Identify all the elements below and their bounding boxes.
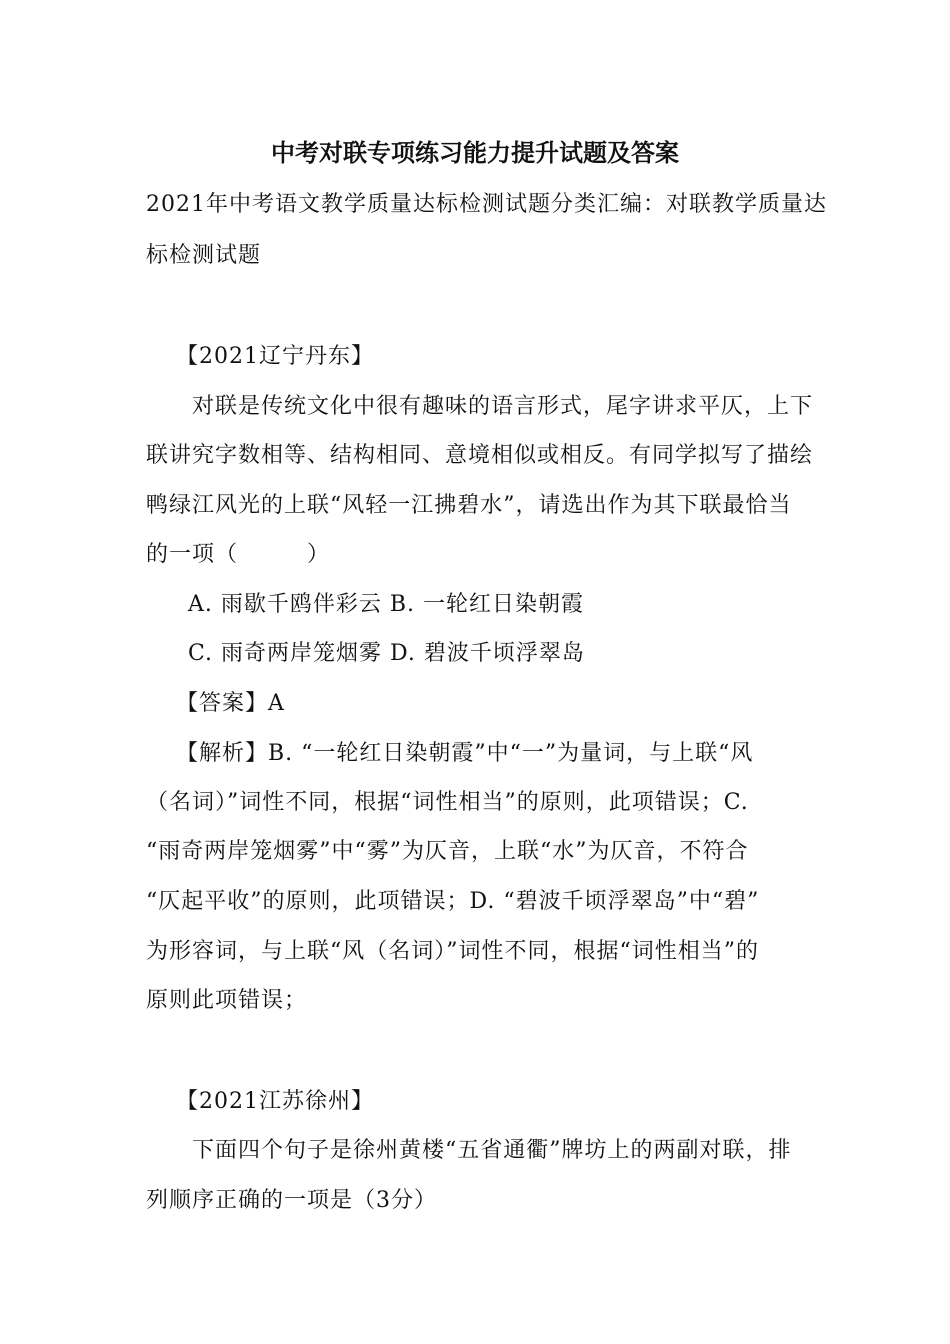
subtitle-line-1: 2021年中考语文教学质量达标检测试题分类汇编：对联教学质量达	[146, 192, 827, 217]
section1-answer: 【答案】A	[176, 691, 285, 716]
section1-analysis-line-5: 为形容词，与上联“风（名词）”词性不同，根据“词性相当”的	[146, 939, 759, 964]
section2-question-line-2: 列顺序正确的一项是（3分）	[146, 1188, 437, 1213]
section1-analysis-line-2: （名词）”词性不同，根据“词性相当”的原则，此项错误；C.	[146, 790, 749, 815]
section2-source: 【2021江苏徐州】	[176, 1089, 374, 1114]
section1-question-line-3: 鸭绿江风光的上联“风轻一江拂碧水”，请选出作为其下联最恰当	[146, 493, 792, 518]
section1-question-line-4: 的一项（ ）	[146, 542, 331, 567]
section1-analysis-line-4: “仄起平收”的原则，此项错误；D. “碧波千顷浮翠岛”中“碧”	[146, 889, 760, 914]
section1-analysis-line-3: “雨奇两岸笼烟雾”中“雾”为仄音，上联“水”为仄音，不符合	[146, 839, 749, 864]
section1-analysis-line-6: 原则此项错误；	[146, 988, 308, 1013]
section2-question-line-1: 下面四个句子是徐州黄楼“五省通衢”牌坊上的两副对联，排	[192, 1138, 792, 1163]
subtitle-line-2: 标检测试题	[146, 243, 262, 268]
section1-analysis-line-1: 【解析】B. “一轮红日染朝霞”中“一”为量词，与上联“风	[176, 741, 754, 766]
section1-source: 【2021辽宁丹东】	[176, 344, 374, 369]
section1-question-line-2: 联讲究字数相等、结构相同、意境相似或相反。有同学拟写了描绘	[146, 443, 814, 468]
document-title: 中考对联专项练习能力提升试题及答案	[271, 139, 679, 167]
section1-question-line-1: 对联是传统文化中很有趣味的语言形式，尾字讲求平仄，上下	[192, 394, 814, 419]
section1-options-line-2: C. 雨奇两岸笼烟雾 D. 碧波千顷浮翠岛	[188, 641, 585, 666]
section1-options-line-1: A. 雨歇千鸥伴彩云 B. 一轮红日染朝霞	[188, 592, 585, 617]
